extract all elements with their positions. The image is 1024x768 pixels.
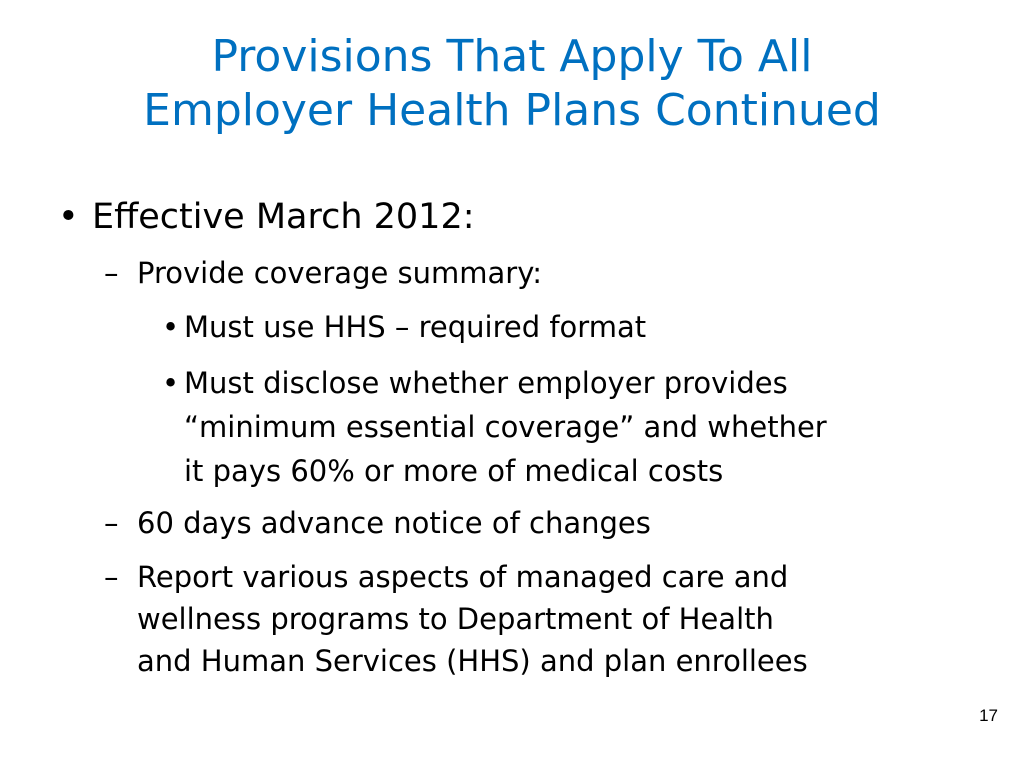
bullet-effective-march-2012: Effective March 2012: <box>92 197 475 237</box>
subbullet-report-line-3: and Human Services (HHS) and plan enrollees <box>137 644 808 678</box>
bullet-marker: • <box>58 197 79 237</box>
slide-title <box>40 30 984 138</box>
dash-marker: – <box>104 256 119 290</box>
subsubbullet-must-disclose-line-1: Must disclose whether employer provides <box>184 366 788 400</box>
bullet-marker: • <box>162 366 180 400</box>
dash-marker: – <box>104 560 119 594</box>
page-number: 17 <box>979 706 998 725</box>
subbullet-report-line-2: wellness programs to Department of Health <box>137 602 774 636</box>
title-line-2: Employer Health Plans Continued <box>143 85 881 136</box>
subbullet-report-line-1: Report various aspects of managed care and <box>137 560 789 594</box>
dash-marker: – <box>104 506 119 540</box>
title-line-1: Provisions That Apply To All <box>211 31 813 82</box>
bullet-marker: • <box>162 310 180 344</box>
subsubbullet-must-use-hhs: Must use HHS – required format <box>184 310 647 344</box>
subsubbullet-must-disclose-line-3: it pays 60% or more of medical costs <box>184 454 724 488</box>
subbullet-provide-coverage-summary: Provide coverage summary: <box>137 256 543 290</box>
subbullet-60-days-notice: 60 days advance notice of changes <box>137 506 651 540</box>
subsubbullet-must-disclose-line-2: “minimum essential coverage” and whether <box>184 410 827 444</box>
